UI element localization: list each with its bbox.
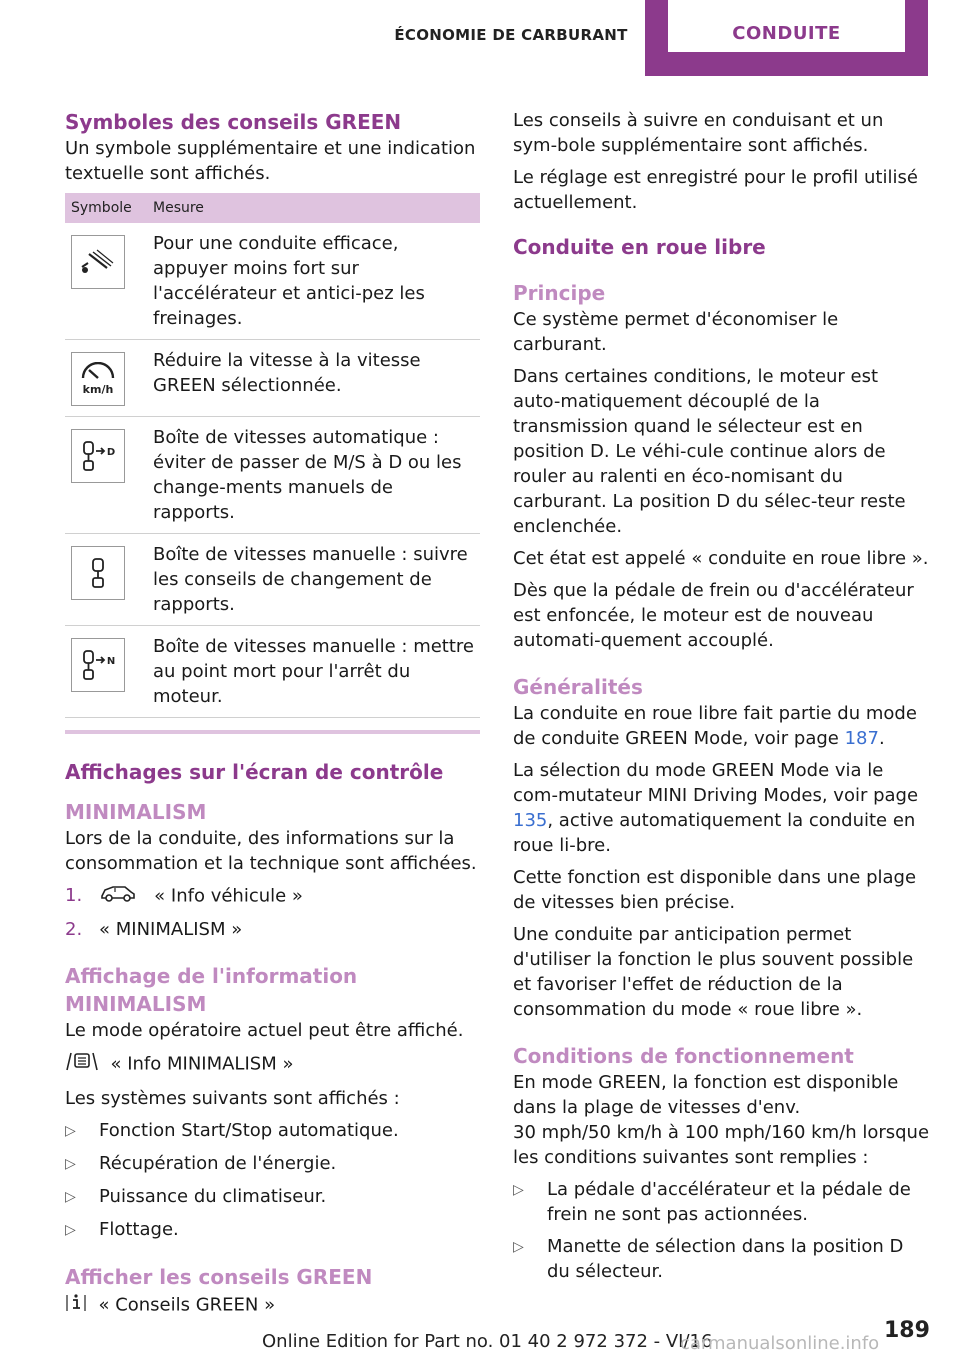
list-item: ▷ Flottage. [65,1217,480,1243]
heading-show-tips: Afficher les conseils GREEN [65,1265,373,1289]
page-number: 189 [884,1318,930,1343]
paragraph-systems: Les systèmes suivants sont affichés : [65,1088,400,1109]
gear-lever-icon [71,546,125,600]
bullet-triangle-icon: ▷ [65,1123,76,1139]
heading-principle: Principe [513,281,606,305]
paragraph-green-symbols: Un symbole supplémentaire et une indication textuelle sont affichés. [65,138,476,184]
heading-info-display: Affichage de l'information MINIMALISM [65,964,358,1016]
gear-lever-n-icon [71,638,125,692]
page-link-187[interactable]: 187 [844,728,879,749]
watermark: carmanualsonline.info [680,1333,880,1354]
chapter-tab [645,0,928,76]
bullet-triangle-icon: ▷ [65,1189,76,1205]
table-cell-measure: Réduire la vitesse à la vitesse GREEN sélectionnée. [147,340,480,417]
paragraph-principle-4: Dès que la pédale de frein ou d'accélérateur est enfoncée, le moteur est de nouveau automati-quement accouplé. [513,580,914,651]
list-item: ▷ Récupération de l'énergie. [65,1151,480,1177]
table-row [65,534,480,626]
list-item [65,883,480,910]
paragraph-conditions-2: 30 mph/50 km/h à 100 mph/160 km/h lorsque les conditions suivantes sont remplies : [513,1122,930,1168]
paragraph-principle-1: Ce système permet d'économiser le carburant. [513,309,839,355]
table-row [65,417,480,534]
heading-display: Affichages sur l'écran de contrôle [65,760,444,784]
table-row [65,340,480,417]
table-end-rule [65,730,480,734]
svg-text:D: D [106,447,116,458]
table-row [65,626,480,718]
bullet-triangle-icon: ▷ [513,1239,524,1255]
heading-conditions: Conditions de fonctionnement [513,1044,854,1068]
paragraph-principle-3: Cet état est appelé « conduite en roue libre ». [513,548,929,569]
edition-note: Online Edition for Part no. 01 40 2 972 372 - VI/16 [262,1331,713,1352]
bullet-triangle-icon: ▷ [65,1222,76,1238]
table-cell-measure: Boîte de vitesses manuelle : suivre les conseils de changement de rapports. [147,534,480,626]
chapter-tab-label: CONDUITE [668,0,905,52]
info-minimalism-label: « Info MINIMALISM » [110,1053,294,1075]
green-tips-label: « Conseils GREEN » [98,1294,276,1316]
left-column [65,108,480,1327]
svg-text:N: N [106,656,116,667]
table-cell-measure: Boîte de vitesses manuelle : mettre au point mort pour l'arrêt du moteur. [147,626,480,718]
paragraph-general-4: Une conduite par anticipation permet d'utiliser la fonction le plus souvent possible et favoriser l'effet de réduction de la consommation du mode « roue libre ». [513,924,914,1020]
info-icon [65,1291,87,1320]
list-item: ▷ La pédale d'accélérateur et la pédale de frein ne sont pas actionnées. [513,1179,911,1225]
green-symbols-table [65,193,480,718]
list-item [65,917,480,942]
heading-minimalism: MINIMALISM [65,800,207,824]
paragraph-general-1: La conduite en roue libre fait partie du mode de conduite GREEN Mode, voir page 187. [513,703,917,749]
heading-green-symbols: Symboles des conseils GREEN [65,110,402,134]
gear-lever-d-icon [71,429,125,483]
paragraph-profile-saved: Le réglage est enregistré pour le profil utilisé actuellement. [513,167,918,213]
paragraph-general-3: Cette fonction est disponible dans une plage de vitesses bien précise. [513,867,917,913]
paragraph-minimalism: Lors de la conduite, des informations sur la consommation et la technique sont affichées. [65,828,477,874]
paragraph-general-2: La sélection du mode GREEN Mode via le com-mutateur MINI Driving Modes, voir page 135, active automatiquement la conduite en roue li-bre. [513,760,919,856]
table-header-measure: Mesure [147,193,480,223]
bullet-triangle-icon: ▷ [513,1182,524,1198]
step-number: 2. [65,919,83,940]
running-header-section: ÉCONOMIE DE CARBURANT [394,26,628,44]
speedometer-kmh-icon [71,352,125,406]
step-text: « Info véhicule » [154,885,303,907]
step-number: 1. [65,885,83,906]
table-row [65,223,480,340]
page-footer [0,1318,960,1357]
list-item: ▷ Manette de sélection dans la position D du sélecteur. [513,1236,904,1282]
bullet-triangle-icon: ▷ [65,1156,76,1172]
paragraph-info-display: Le mode opératoire actuel peut être affiché. [65,1020,464,1041]
heading-coasting: Conduite en roue libre [513,235,766,259]
paragraph-principle-2: Dans certaines conditions, le moteur est auto-matiquement découplé de la transmission quand le sélecteur est en position D. Le véhi-cule continue alors de rouler au ralenti en éco-nomisant du carburant. La position D du sélec-teur reste enclenchée. [513,366,906,537]
svg-text:km/h: km/h [82,383,114,396]
page-link-135[interactable]: 135 [513,810,548,831]
table-header-symbol: Symbole [65,193,147,223]
paragraph-conditions-1: En mode GREEN, la fonction est disponible dans la plage de vitesses d'env. [513,1072,899,1118]
list-item: ▷ Fonction Start/Stop automatique. [65,1118,480,1144]
table-cell-measure: Boîte de vitesses automatique : éviter de passer de M/S à D ou les change-ments manuels de rapports. [147,417,480,534]
right-column [513,108,931,1291]
paragraph-tips-shown: Les conseils à suivre en conduisant et un sym-bole supplémentaire sont affichés. [513,110,884,156]
car-icon [99,883,137,910]
display-menu-icon [65,1050,99,1079]
heading-general: Généralités [513,675,643,699]
foot-pedal-icon [71,235,125,289]
table-cell-measure: Pour une conduite efficace, appuyer moins fort sur l'accélérateur et antici-pez les freinages. [147,223,480,340]
step-text: « MINIMALISM » [99,919,243,940]
list-item: ▷ Puissance du climatiseur. [65,1184,480,1210]
